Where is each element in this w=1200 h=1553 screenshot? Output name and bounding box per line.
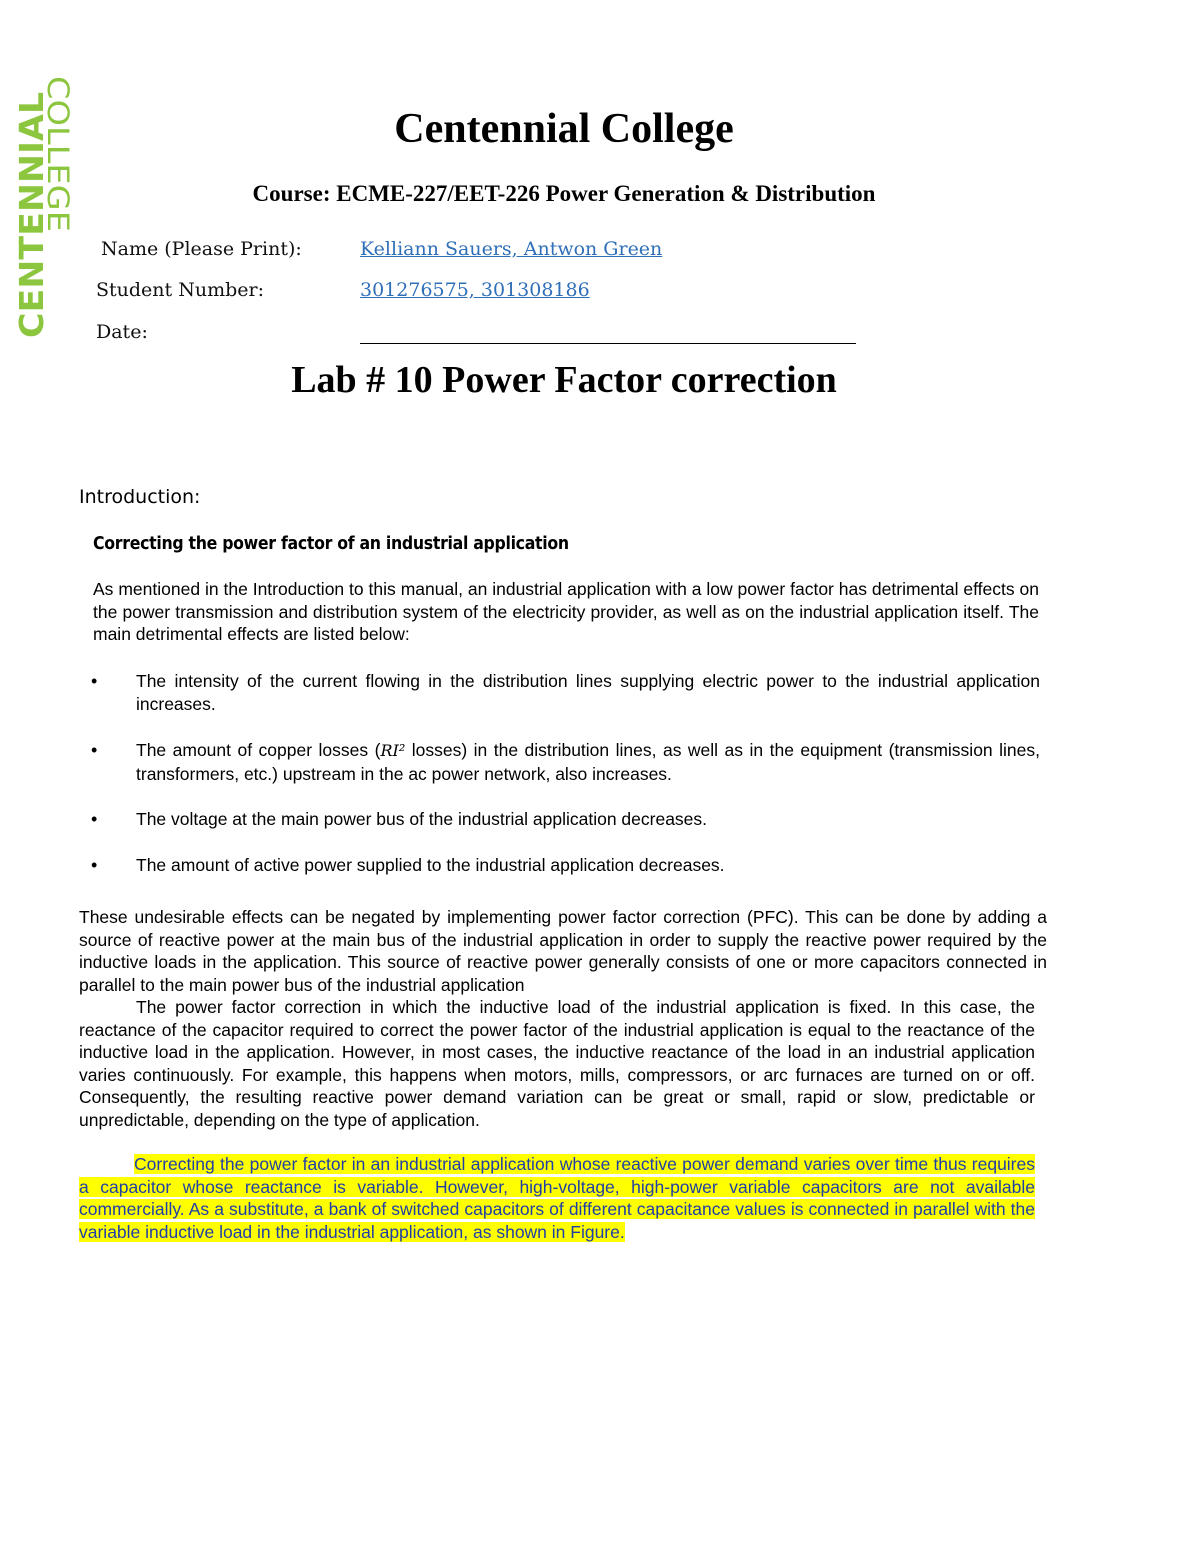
list-item-text: The intensity of the current flowing in the distribution lines supplying electric power to the industrial application increases. — [136, 671, 1040, 714]
logo-text-college: COLLEGE — [41, 76, 75, 211]
section-subheading: Correcting the power factor of an industrial application — [93, 534, 569, 554]
date-label: Date: — [96, 321, 148, 343]
introduction-heading: Introduction: — [79, 486, 201, 508]
list-item — [88, 670, 1040, 715]
list-item-text: The amount of copper losses ( — [136, 740, 381, 760]
highlighted-text: Correcting the power factor in an industrial application whose reactive power demand varies over time thus requires a capacitor whose reactance is variable. However, high-voltage, high-power variable capacitors are not available commercially. As a substitute, a bank of switched capacitors of different capacitance values is connected in parallel with the variable inductive load in the industrial application, as shown in Figure. — [79, 1154, 1035, 1242]
pfc-paragraph: These undesirable effects can be negated by implementing power factor correction (PFC). This can be done by adding a source of reactive power at the main bus of the industrial application in order to supply the reactive power required by the inductive loads in the application. This source of reactive power generally consists of one or more capacitors connected in parallel to the main power bus of the industrial application — [79, 907, 1047, 995]
name-label: Name (Please Print): — [101, 238, 302, 260]
list-item-text: The amount of active power supplied to the industrial application decreases. — [136, 855, 725, 875]
highlighted-paragraph — [79, 1153, 1035, 1243]
list-item — [88, 739, 1040, 784]
college-title: Centennial College — [394, 106, 734, 152]
bullet-icon: • — [91, 855, 98, 875]
logo-text-centennial: CENTENNIAL — [12, 104, 51, 338]
course-title: Course: ECME-227/EET-226 Power Generation & Distribution — [252, 181, 876, 206]
list-item-text-cont: losses) in the distribution lines, as well as in the equipment (transmission lines, transformers, etc.) upstream in the ac power network, also increases. — [136, 740, 1040, 784]
fixed-load-paragraph: The power factor correction in which the inductive load of the industrial application is fixed. In this case, the reactance of the capacitor required to correct the power factor of the industrial application is equal to the reactance of the inductive load in the application. However, in most cases, the inductive reactance of the load in an industrial application varies continuously. For example, this happens when motors, mills, compressors, or arc furnaces are turned on or off. Consequently, the resulting reactive power demand variation can be great or small, rapid or slow, predictable or unpredictable, depending on the type of application. — [79, 997, 1035, 1130]
bullet-icon: • — [91, 740, 98, 760]
effects-list — [88, 670, 1040, 901]
bullet-icon: • — [91, 809, 98, 829]
date-blank-line — [360, 343, 856, 344]
lab-title: Lab # 10 Power Factor correction — [291, 359, 837, 401]
student-number-value: 301276575, 301308186 — [360, 279, 590, 301]
name-value: Kelliann Sauers, Antwon Green — [360, 238, 663, 260]
ri-squared-formula: RI² — [380, 741, 406, 760]
list-item-text: The voltage at the main power bus of the industrial application decreases. — [136, 809, 708, 829]
bullet-icon: • — [91, 671, 98, 691]
intro-paragraph: As mentioned in the Introduction to this manual, an industrial application with a low power factor has detrimental effects on the power transmission and distribution system of the electricity provider, as well as on the industrial application itself. The main detrimental effects are listed below: — [93, 579, 1039, 645]
list-item — [88, 808, 1040, 830]
list-item — [88, 854, 1040, 877]
student-number-label: Student Number: — [96, 279, 264, 301]
